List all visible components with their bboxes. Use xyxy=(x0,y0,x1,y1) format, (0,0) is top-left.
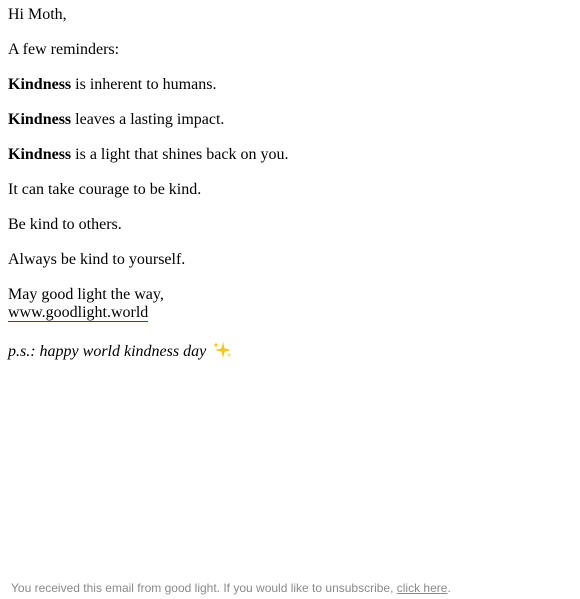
signoff-block xyxy=(8,286,572,322)
reminder-emphasis: Kindness xyxy=(8,146,72,163)
website-link[interactable]: www.goodlight.world xyxy=(8,304,149,321)
greeting: Hi Moth, xyxy=(8,6,67,23)
reminder-emphasis: Kindness xyxy=(8,111,72,128)
footer-suffix: . xyxy=(447,581,451,595)
reminder-emphasis: Kindness xyxy=(8,76,72,93)
sparkles-icon xyxy=(212,341,232,359)
reminder-text: is inherent to humans. xyxy=(71,76,217,93)
reminder-item xyxy=(8,76,572,94)
unsubscribe-link[interactable]: click here xyxy=(396,581,448,595)
reminder-item xyxy=(8,146,572,164)
reminder-item xyxy=(8,111,572,129)
postscript xyxy=(8,341,572,361)
intro-line: A few reminders: xyxy=(8,41,120,58)
message-line: It can take courage to be kind. xyxy=(8,181,202,198)
reminder-text: is a light that shines back on you. xyxy=(71,146,289,163)
unsubscribe-footer xyxy=(11,581,451,595)
message-line: Always be kind to yourself. xyxy=(8,251,186,268)
postscript-text: p.s.: happy world kindness day xyxy=(8,343,207,360)
message-line: Be kind to others. xyxy=(8,216,122,233)
signoff-line: May good light the way, xyxy=(8,286,164,303)
email-body xyxy=(8,6,572,378)
reminder-text: leaves a lasting impact. xyxy=(71,111,225,128)
footer-text: You received this email from good light. If you would like to unsubscribe, xyxy=(11,581,397,595)
